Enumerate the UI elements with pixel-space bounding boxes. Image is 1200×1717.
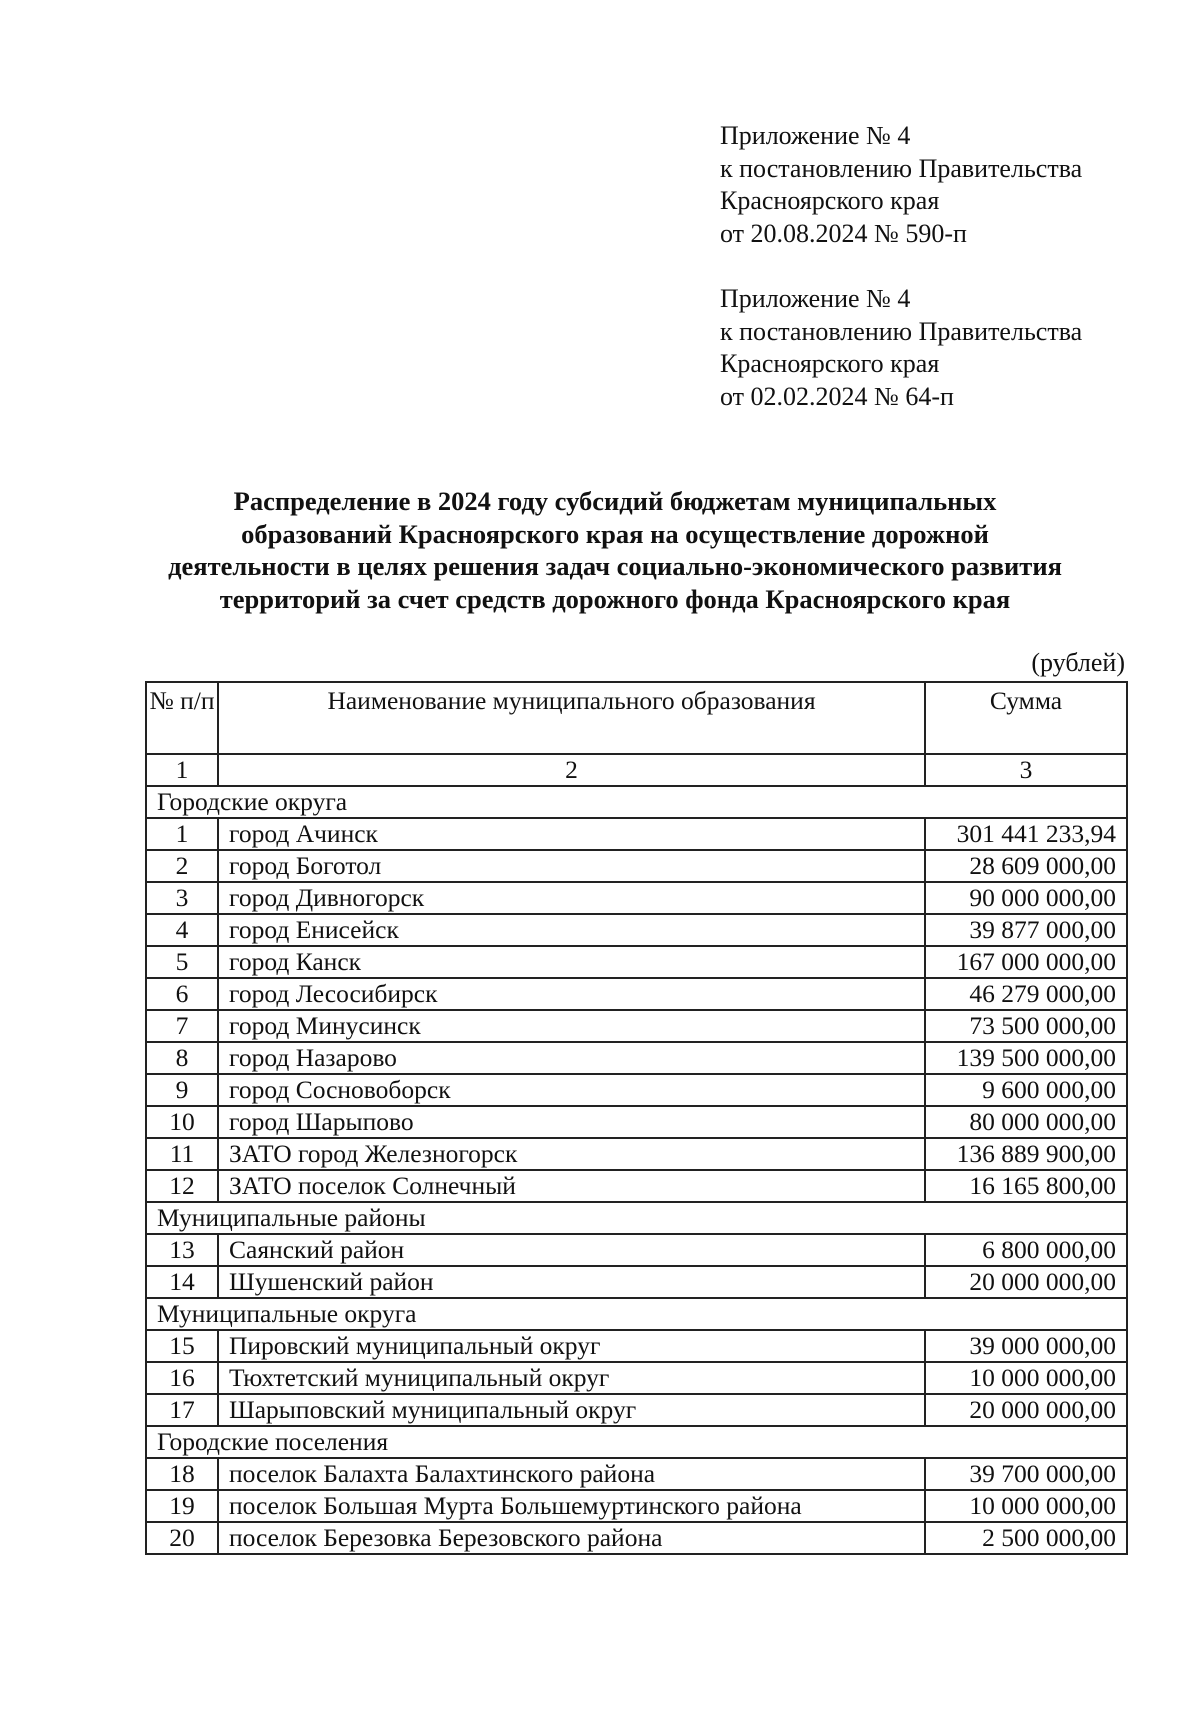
table-header-row xyxy=(146,682,1127,754)
appendix-current-line-4: от 20.08.2024 № 590-п xyxy=(720,218,967,248)
table-row xyxy=(146,1170,1127,1202)
row-amount: 73 500 000,00 xyxy=(925,1010,1127,1042)
row-name: город Канск xyxy=(218,946,925,978)
row-number: 3 xyxy=(146,882,218,914)
table-row xyxy=(146,1522,1127,1554)
index-cell: 3 xyxy=(925,754,1127,786)
group-row xyxy=(146,786,1127,818)
row-name: город Лесосибирск xyxy=(218,978,925,1010)
row-amount: 90 000 000,00 xyxy=(925,882,1127,914)
row-amount: 167 000 000,00 xyxy=(925,946,1127,978)
row-name: город Шарыпово xyxy=(218,1106,925,1138)
row-number: 19 xyxy=(146,1490,218,1522)
row-number: 10 xyxy=(146,1106,218,1138)
row-name: город Боготол xyxy=(218,850,925,882)
group-row xyxy=(146,1202,1127,1234)
row-amount: 10 000 000,00 xyxy=(925,1362,1127,1394)
table-row xyxy=(146,1458,1127,1490)
title-line-3: деятельности в целях решения задач социально-экономического развития xyxy=(168,551,1062,581)
row-number: 14 xyxy=(146,1266,218,1298)
table-row xyxy=(146,1330,1127,1362)
table-row xyxy=(146,1010,1127,1042)
row-amount: 10 000 000,00 xyxy=(925,1490,1127,1522)
row-name: город Сосновоборск xyxy=(218,1074,925,1106)
row-name: Тюхтетский муниципальный округ xyxy=(218,1362,925,1394)
row-number: 5 xyxy=(146,946,218,978)
row-number: 11 xyxy=(146,1138,218,1170)
table-row xyxy=(146,946,1127,978)
row-name: ЗАТО поселок Солнечный xyxy=(218,1170,925,1202)
header-name: Наименование муниципального образования xyxy=(218,682,925,754)
group-title: Муниципальные районы xyxy=(146,1202,1127,1234)
row-amount: 9 600 000,00 xyxy=(925,1074,1127,1106)
index-cell: 2 xyxy=(218,754,925,786)
row-amount: 20 000 000,00 xyxy=(925,1394,1127,1426)
table-row xyxy=(146,882,1127,914)
appendix-original-line-4: от 02.02.2024 № 64-п xyxy=(720,381,954,411)
row-amount: 28 609 000,00 xyxy=(925,850,1127,882)
row-number: 12 xyxy=(146,1170,218,1202)
table-row xyxy=(146,850,1127,882)
table-row xyxy=(146,1490,1127,1522)
row-name: поселок Березовка Березовского района xyxy=(218,1522,925,1554)
appendix-current-line-1: Приложение № 4 xyxy=(720,121,911,150)
title-line-1: Распределение в 2024 году субсидий бюджетам муниципальных xyxy=(233,486,997,516)
row-name: Шарыповский муниципальный округ xyxy=(218,1394,925,1426)
row-number: 2 xyxy=(146,850,218,882)
title-line-2: образований Красноярского края на осуществление дорожной xyxy=(241,518,989,549)
table-row xyxy=(146,1042,1127,1074)
row-amount: 6 800 000,00 xyxy=(925,1234,1127,1266)
row-number: 8 xyxy=(146,1042,218,1074)
row-name: Пировский муниципальный округ xyxy=(218,1330,925,1362)
row-number: 6 xyxy=(146,978,218,1010)
table-row xyxy=(146,1362,1127,1394)
row-number: 9 xyxy=(146,1074,218,1106)
row-amount: 39 877 000,00 xyxy=(925,914,1127,946)
row-number: 13 xyxy=(146,1234,218,1266)
document-title xyxy=(120,485,1110,615)
group-row xyxy=(146,1298,1127,1330)
group-title: Городские округа xyxy=(146,786,1127,818)
appendix-current-line-2: к постановлению Правительства xyxy=(720,153,1083,183)
row-name: город Назарово xyxy=(218,1042,925,1074)
row-amount: 136 889 900,00 xyxy=(925,1138,1127,1170)
units-label: (рублей) xyxy=(1031,648,1125,677)
table-row xyxy=(146,1234,1127,1266)
table-body xyxy=(146,786,1127,1554)
appendix-original-line-2: к постановлению Правительства xyxy=(720,316,1083,346)
appendix-current xyxy=(720,120,1082,250)
row-number: 15 xyxy=(146,1330,218,1362)
row-amount: 301 441 233,94 xyxy=(925,818,1127,850)
row-amount: 39 700 000,00 xyxy=(925,1458,1127,1490)
header-number: № п/п xyxy=(146,682,218,754)
title-line-4: территорий за счет средств дорожного фонда Красноярского края xyxy=(219,583,1011,614)
row-name: город Дивногорск xyxy=(218,882,925,914)
table-row xyxy=(146,1266,1127,1298)
appendix-original xyxy=(720,283,1082,413)
row-name: поселок Большая Мурта Большемуртинского района xyxy=(218,1490,925,1522)
row-amount: 20 000 000,00 xyxy=(925,1266,1127,1298)
row-amount: 139 500 000,00 xyxy=(925,1042,1127,1074)
row-amount: 16 165 800,00 xyxy=(925,1170,1127,1202)
table-row xyxy=(146,1074,1127,1106)
row-number: 18 xyxy=(146,1458,218,1490)
table-row xyxy=(146,818,1127,850)
row-number: 1 xyxy=(146,818,218,850)
row-amount: 46 279 000,00 xyxy=(925,978,1127,1010)
header-amount: Сумма xyxy=(925,682,1127,754)
row-name: Саянский район xyxy=(218,1234,925,1266)
row-number: 7 xyxy=(146,1010,218,1042)
table-row xyxy=(146,978,1127,1010)
appendix-original-line-1: Приложение № 4 xyxy=(720,284,911,313)
appendix-original-line-3: Красноярского края xyxy=(720,349,940,378)
row-name: город Енисейск xyxy=(218,914,925,946)
row-amount: 2 500 000,00 xyxy=(925,1522,1127,1554)
row-number: 17 xyxy=(146,1394,218,1426)
table-row xyxy=(146,1106,1127,1138)
group-title: Муниципальные округа xyxy=(146,1298,1127,1330)
row-number: 16 xyxy=(146,1362,218,1394)
row-name: город Минусинск xyxy=(218,1010,925,1042)
index-cell: 1 xyxy=(146,754,218,786)
row-name: город Ачинск xyxy=(218,818,925,850)
row-name: Шушенский район xyxy=(218,1266,925,1298)
table-index-row xyxy=(146,754,1127,786)
appendix-current-line-3: Красноярского края xyxy=(720,186,940,215)
table-row xyxy=(146,1394,1127,1426)
row-number: 4 xyxy=(146,914,218,946)
group-row xyxy=(146,1426,1127,1458)
row-amount: 39 000 000,00 xyxy=(925,1330,1127,1362)
row-name: поселок Балахта Балахтинского района xyxy=(218,1458,925,1490)
group-title: Городские поселения xyxy=(146,1426,1127,1458)
row-name: ЗАТО город Железногорск xyxy=(218,1138,925,1170)
distribution-table xyxy=(145,681,1128,1555)
row-amount: 80 000 000,00 xyxy=(925,1106,1127,1138)
row-number: 20 xyxy=(146,1522,218,1554)
table-row xyxy=(146,1138,1127,1170)
table-row xyxy=(146,914,1127,946)
